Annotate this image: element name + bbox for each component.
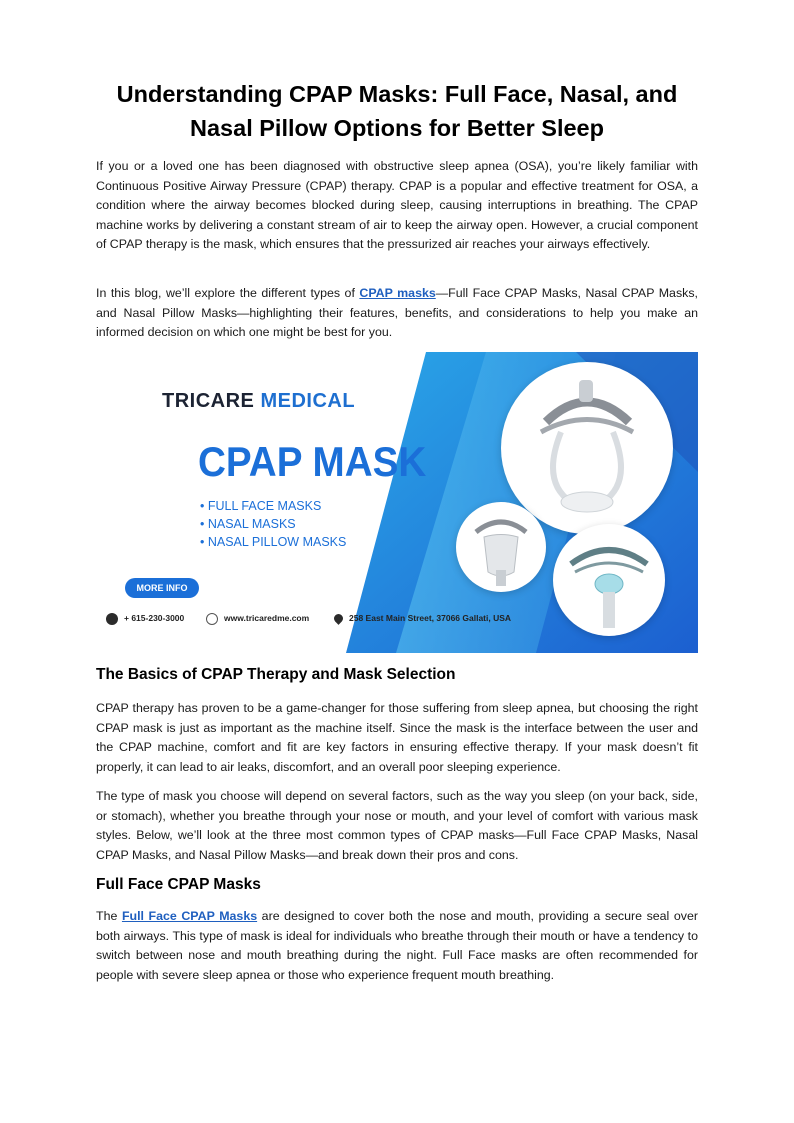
- intro-text-after: —Full Face CPAP Masks, Nasal CPAP Masks, and Nasal Pillow Masks—highlighting their features, benefits, and considerations to help you make an informed decision on which one might be best for you.: [96, 286, 698, 340]
- intro-paragraph-2: [96, 284, 698, 343]
- intro-text-before: In this blog, we’ll explore the different types of: [96, 286, 360, 300]
- basics-paragraph-2: The type of mask you choose will depend on several factors, such as the way you sleep (on your back, side, or stomach), whether you breathe through your nose or mouth, and your level of comfort with various mask styles. Below, we’ll look at the three most common types of CPAP masks—Full Face CPAP Masks, Nasal CPAP Masks, and Nasal Pillow Masks—and break down their pros and cons.: [96, 789, 698, 862]
- full-face-mask-icon: [456, 502, 546, 592]
- full-face-paragraph: The Full Face CPAP Masks are designed to cover both the nose and mouth, providing a secure seal over both airways. This type of mask is ideal for individuals who breathe through their mouth or have a tendency to switch between nose and mouth breathing during the night. Full Face masks are often recommended for people with severe sleep apnea or those who experience frequent mouth breathing.: [96, 909, 698, 982]
- globe-icon: [206, 613, 218, 625]
- contact-website: www.tricaredme.com: [206, 611, 309, 625]
- contact-address: 258 East Main Street, 37066 Gallati, USA: [334, 611, 511, 625]
- full-face-cpap-masks-link[interactable]: Full Face CPAP Masks: [121, 909, 258, 923]
- mask-type-list: [200, 497, 346, 551]
- basics-paragraph-1: CPAP therapy has proven to be a game-changer for those suffering from sleep apnea, but choosing the right CPAP mask is just as important as the machine itself. Since the mask is the interface between the user and the CPAP machine, comfort and fit are key factors in ensuring effective therapy. If your mask doesn’t fit properly, it can lead to air leaks, discomfort, and an overall poor sleeping experience.: [96, 701, 698, 774]
- full-face-mask-image: [456, 502, 546, 592]
- section-heading-basics: The Basics of CPAP Therapy and Mask Selection: [96, 666, 456, 683]
- phone-icon: [106, 613, 118, 625]
- intro-paragraph-1: If you or a loved one has been diagnosed with obstructive sleep apnea (OSA), you’re likely familiar with Continuous Positive Airway Pressure (CPAP) therapy. CPAP is a popular and effective treatment for OSA, a condition where the airway becomes blocked during sleep, causing interruptions in breathing. The CPAP machine works by delivering a constant stream of air to keep the airway open. However, a crucial component of CPAP therapy is the mask, which ensures that the pressurized air reaches your airways effectively.: [96, 159, 698, 252]
- tricare-logo: TRICARE MEDICAL: [162, 390, 356, 412]
- list-item: • NASAL PILLOW MASKS: [200, 533, 346, 551]
- location-pin-icon: [332, 612, 345, 625]
- list-item: • FULL FACE MASKS: [200, 497, 346, 515]
- nasal-mask-icon: [553, 524, 665, 636]
- nasal-pillow-mask-image: [501, 362, 673, 534]
- banner-heading: CPAP MASK: [198, 438, 427, 485]
- contact-phone: + 615-230-3000: [106, 611, 184, 625]
- cpap-masks-link[interactable]: CPAP masks: [359, 286, 436, 300]
- page-title: Understanding CPAP Masks: Full Face, Nasal, and Nasal Pillow Options for Better Sleep: [116, 81, 678, 141]
- more-info-button[interactable]: MORE INFO: [125, 578, 199, 598]
- promo-banner: [96, 352, 698, 653]
- section-heading-full-face: Full Face CPAP Masks: [96, 876, 261, 893]
- list-item: • NASAL MASKS: [200, 515, 346, 533]
- nasal-pillow-mask-icon: [501, 362, 673, 534]
- nasal-mask-image: [553, 524, 665, 636]
